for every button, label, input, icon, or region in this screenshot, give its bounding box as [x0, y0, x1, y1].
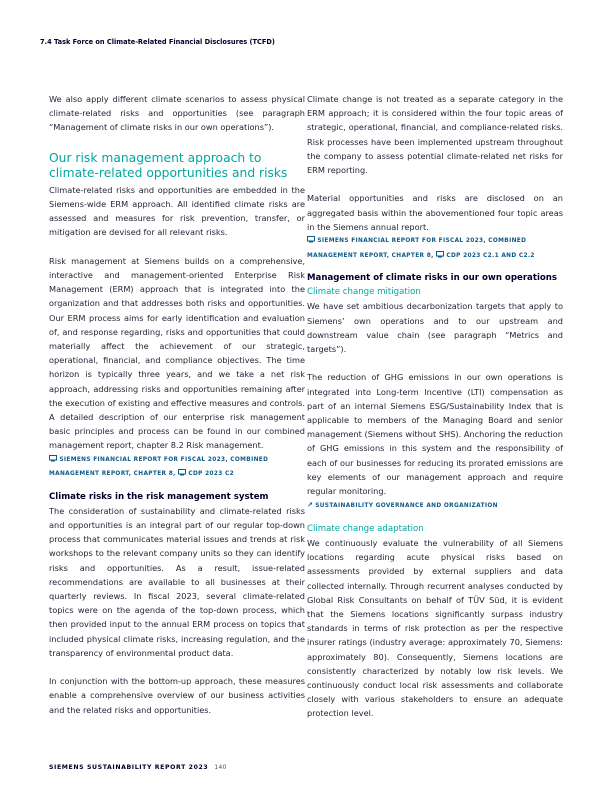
paragraph: Risk management at Siemens builds on a comprehensive, interactive and management-oriented Enterprise Risk Management (ERM) approach that is integrated into the organization and that addresses both risks and opportunities. Our ERM process aims for early identification and evaluation of, and response regarding, risks and opportunities that could materially affect the achievement of our strategic, operational, financial, and compliance objectives. The time horizon is typically three years, and we take a net risk approach, addressing risks and opportunities remaining after the execution of existing and effective measures and controls. A detailed description of our enterprise risk management basic principles and process can be found in our combined management report, chapter 8.2 Risk management. — [49, 255, 305, 451]
subsection-heading: Climate risks in the risk management system — [49, 491, 269, 502]
sub-heading: Climate change adaptation — [307, 523, 424, 534]
reference-link[interactable] — [307, 234, 563, 263]
paragraph: We have set ambitious decarbonization targets that apply to Siemens’ own operations and to our upstream and downstream value chain (see paragraph “Metrics and targets”). — [307, 301, 563, 355]
reference-text[interactable]: SIEMENS FINANCIAL REPORT FOR FISCAL 2023, COMBINED MANAGEMENT REPORT, CHAPTER 8, — [307, 238, 527, 259]
subsection-heading: Management of climate risks in our own operations — [307, 273, 558, 284]
monitor-icon — [178, 469, 186, 476]
paragraph: Climate-related risks and opportunities are embedded in the Siemens-wide ERM approach. All identified climate risks are assessed and measures for risk prevention, transfer, or mitigation are devised for all relevant risks. — [49, 184, 305, 238]
paragraph: Material opportunities and risks are disclosed on an aggregated basis within the abovementioned four topic areas in the Siemens annual report. — [307, 193, 563, 232]
report-title: SIEMENS SUSTAINABILITY REPORT 2023 — [49, 764, 209, 771]
page-number: 140 — [214, 764, 227, 771]
reference-text[interactable]: SIEMENS FINANCIAL REPORT FOR FISCAL 2023, COMBINED MANAGEMENT REPORT, CHAPTER 8, — [49, 456, 269, 478]
section-heading: Our risk management approach to climate-related opportunities and risks — [49, 150, 288, 181]
right-column — [307, 92, 563, 721]
reference-link[interactable] — [49, 453, 305, 482]
left-column — [49, 92, 305, 717]
reference-link[interactable] — [307, 498, 563, 514]
paragraph: Climate change is not treated as a separate category in the ERM approach; it is considered within the four topic areas of strategic, operational, financial, and compliance-related risks. Risk processes have been implemented upstream throughout the company to assess potential climate-related net risks for ERM reporting. — [307, 94, 563, 176]
reference-text[interactable]: CDP 2023 C2.1 AND C2.2 — [446, 252, 535, 259]
paragraph: In conjunction with the bottom-up approach, these measures enable a comprehensive overview of our business activities and the related risks and opportunities. — [49, 676, 305, 715]
external-arrow-icon: ↗ — [307, 501, 314, 510]
monitor-icon — [307, 236, 315, 243]
paragraph: The consideration of sustainability and climate-related risks and opportunities is an integral part of our regular top-down process that communicates material issues and trends at risk workshops to the relevant company units so they can identify risks and opportunities. As a result, issue-related recommendations are available to all businesses at their quarterly reviews. In fiscal 2023, several climate-related topics were on the agenda of the top-down process, which then provided input to the annual ERM process on topics that included physical climate risks, increasing regulation, and the transparency of environmental product data. — [49, 505, 305, 658]
sub-heading: Climate change mitigation — [307, 287, 421, 298]
paragraph: We also apply different climate scenarios to assess physical climate-related risks and opportunities (see paragraph “Management of climate risks in our own operations”). — [49, 94, 305, 133]
reference-text[interactable]: SUSTAINABILITY GOVERNANCE AND ORGANIZATION — [315, 503, 498, 510]
reference-text[interactable]: CDP 2023 C2 — [188, 471, 235, 478]
paragraph: The reduction of GHG emissions in our own operations is integrated into Long-term Incentive (LTI) compensation as part of an internal Siemens ESG/Sustainability Index that is applicable to members of the Managing Board and senior management (Siemens without SHS). Anchoring the reduction of GHG emissions in this system and the responsibility of each of our businesses for reducing its prorated emissions are key elements of our management approach and require regular monitoring. — [307, 372, 563, 497]
page-footer — [49, 764, 227, 771]
monitor-icon — [49, 455, 57, 462]
monitor-icon — [436, 251, 444, 258]
paragraph: We continuously evaluate the vulnerability of all Siemens locations regarding acute physical risks based on assessments provided by external suppliers and data collected internally. Through recurrent analyses conducted by Global Risk Consultants on behalf of TÜV Süd, it is evident that the Siemens locations significantly surpass industry standards in terms of risk protection as per the respective insurer ratings (industry average: approximately 70, Siemens: approximately 80). Consequently, Siemens locations are consistently characterized by notably low risk levels. We continuously conduct local risk assessments and collaborate closely with various stakeholders to ensure an adequate protection level. — [307, 537, 563, 719]
section-title: 7.4 Task Force on Climate-Related Financial Disclosures (TCFD) — [40, 38, 275, 46]
